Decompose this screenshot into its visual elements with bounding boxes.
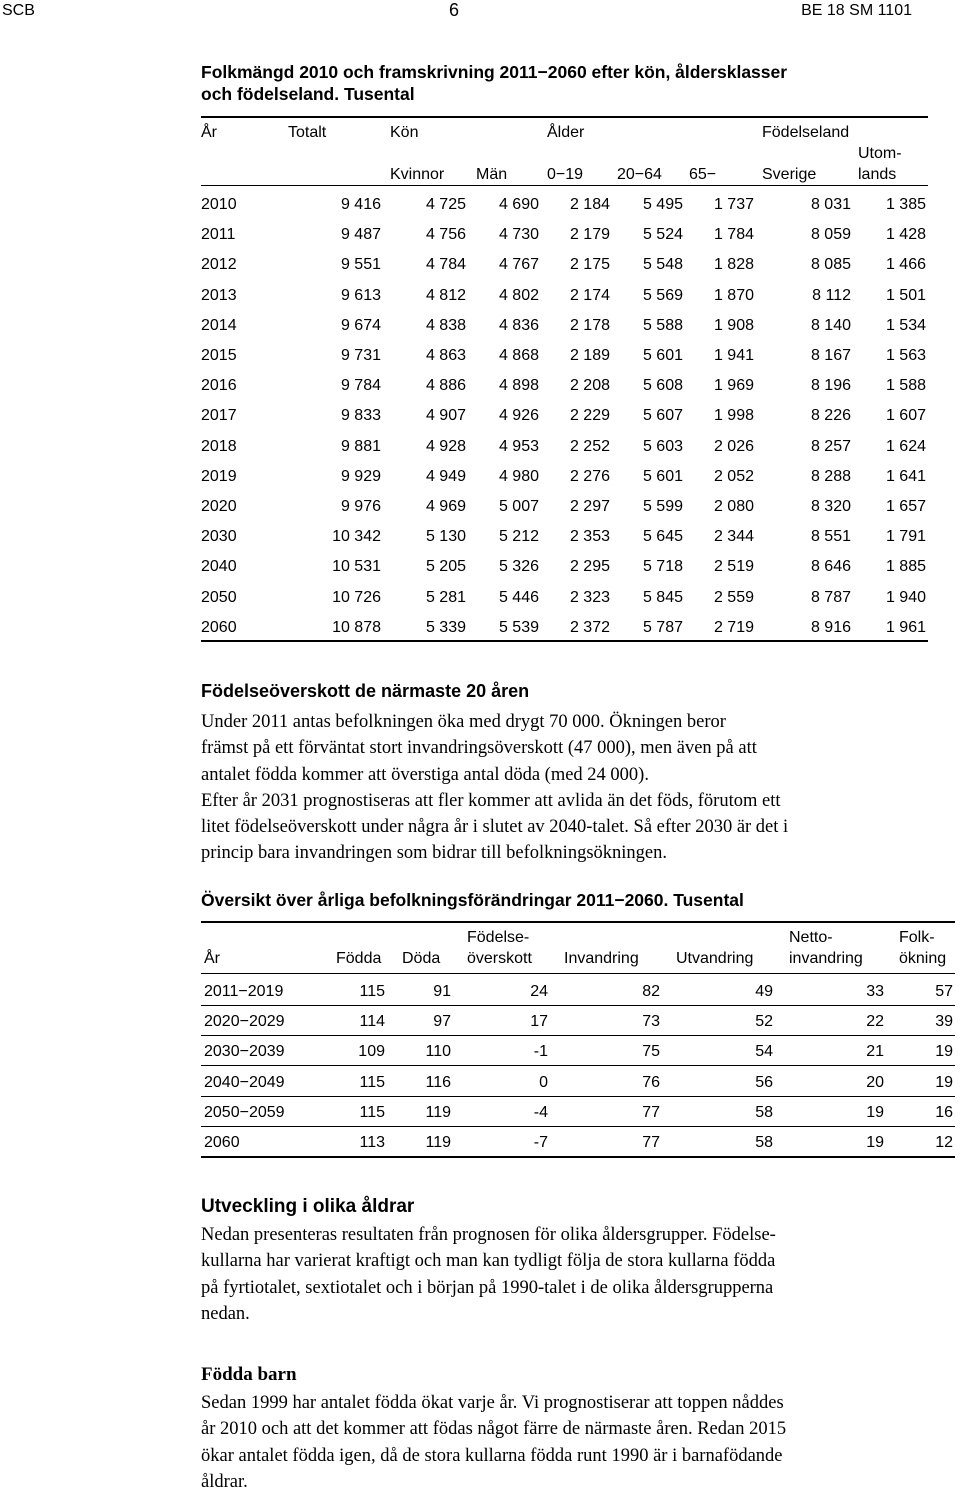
section3-paragraph — [201, 1390, 786, 1495]
table1-cell: 2 295 — [569, 558, 610, 576]
table2-cell: 52 — [755, 1013, 773, 1031]
table1-title-line2: och födelseland. Tusental — [201, 84, 415, 104]
table1-cell: 1 428 — [885, 226, 926, 244]
table1-cell: 9 976 — [340, 498, 381, 515]
table1-cell: 4 836 — [498, 316, 539, 334]
table1-cell: 5 787 — [642, 618, 683, 636]
table1-cell: 2 323 — [569, 588, 610, 606]
table1-cell: 5 569 — [642, 286, 683, 304]
table1-cell: 5 645 — [642, 528, 683, 546]
table1-cell: 2 178 — [569, 316, 610, 334]
table2-row-rule — [201, 1035, 955, 1036]
table1-cell: 8 787 — [810, 588, 851, 606]
table1-cell: 1 941 — [713, 347, 754, 364]
table1-cell: 2 052 — [713, 467, 754, 485]
table2-row-period: 2050−2059 — [204, 1103, 285, 1121]
table1-cell: 1 969 — [713, 377, 754, 395]
table1-cell: 9 731 — [340, 347, 381, 364]
table1-cell: 8 167 — [810, 347, 851, 364]
table2-cell: 12 — [935, 1134, 953, 1151]
table2-cell: 119 — [425, 1134, 451, 1151]
table1-cell: 5 007 — [498, 498, 539, 515]
table1-cell: 8 551 — [810, 528, 851, 546]
table2-cell: -7 — [533, 1134, 548, 1151]
table2-row-period: 2020−2029 — [204, 1013, 285, 1031]
table2-row-rule — [201, 1005, 955, 1006]
table2-cell: 91 — [433, 983, 451, 1000]
col-header-emigration: Utvandring — [676, 950, 754, 967]
section1-heading: Födelseöverskott de närmaste 20 åren — [201, 681, 530, 701]
table1-cell: 1 588 — [885, 377, 926, 395]
table1-cell: 5 326 — [498, 558, 539, 576]
table2-cell: 49 — [755, 983, 773, 1000]
section2-line: kullarna har varierat kraftigt och man kan tydligt följa de stora kullarna födda — [201, 1251, 776, 1272]
table1-row-year: 2014 — [201, 316, 237, 334]
table1-row-year: 2012 — [201, 256, 237, 274]
table1-row-year: 2015 — [201, 347, 237, 364]
col-header-births: Födda — [336, 950, 382, 967]
table1-cell: 2 189 — [569, 347, 610, 364]
table1-cell: 2 026 — [713, 437, 754, 455]
col-header-deaths: Döda — [402, 950, 441, 967]
table1-cell: 1 501 — [885, 286, 926, 304]
col-header-birthplace: Födelseland — [762, 124, 850, 141]
table2-cell: 109 — [358, 1043, 385, 1061]
table1-row-year: 2018 — [201, 437, 237, 455]
table1-cell: 8 320 — [810, 498, 851, 515]
table1-cell: 5 608 — [642, 377, 683, 395]
table1-cell: 5 524 — [642, 226, 683, 244]
table1-cell: 1 784 — [713, 226, 754, 244]
table2-cell: 77 — [642, 1103, 660, 1121]
table1-cell: 4 886 — [425, 377, 466, 395]
table2-row-period: 2011−2019 — [204, 983, 284, 1000]
table1-cell: 1 998 — [713, 407, 754, 425]
table1-cell: 1 624 — [885, 437, 926, 455]
table1-cell: 1 940 — [885, 588, 926, 606]
table1-row-year: 2019 — [201, 467, 237, 485]
section1-line: främst på ett förväntat stort invandringsöverskott (47 000), men även på att — [201, 738, 757, 759]
table2-cell: 75 — [642, 1043, 660, 1061]
table1-cell: 8 646 — [810, 558, 851, 576]
col-header-year: År — [201, 124, 217, 141]
table1-cell: 2 276 — [569, 467, 610, 485]
table2-cell: 19 — [866, 1134, 884, 1151]
table1-cell: 1 961 — [885, 618, 926, 636]
table2-cell: 115 — [359, 983, 385, 1000]
table1-cell: 1 737 — [713, 196, 754, 213]
table2-cell: 76 — [642, 1073, 660, 1091]
table2-cell: 113 — [359, 1134, 385, 1151]
table1-cell: 8 085 — [810, 256, 851, 274]
table1-cell: 8 196 — [810, 377, 851, 395]
table1-row-year: 2050 — [201, 588, 237, 606]
table1-cell: 2 174 — [569, 286, 610, 304]
table2-row-rule — [201, 1096, 955, 1097]
table1-cell: 1 641 — [885, 467, 926, 485]
table1-cell: 4 730 — [498, 226, 539, 244]
table2-top-rule — [201, 921, 955, 923]
table1-cell: 2 252 — [569, 437, 610, 455]
section1-line: litet födelseöverskott under några år i slutet av 2040-talet. Så efter 2030 är det i — [201, 817, 789, 838]
table1-row-year: 2016 — [201, 377, 237, 395]
table1-cell: 5 548 — [642, 256, 683, 274]
table2-cell: 57 — [935, 983, 953, 1000]
table1-cell: 8 140 — [810, 316, 851, 334]
table1-row-year: 2040 — [201, 558, 237, 576]
table1-cell: 2 229 — [569, 407, 610, 425]
table1-cell: 2 175 — [569, 256, 610, 274]
col-header-women: Kvinnor — [390, 166, 445, 183]
table1-cell: 4 907 — [425, 407, 466, 425]
col-header-period: År — [204, 950, 220, 967]
col-header-age-0-19: 0−19 — [547, 166, 584, 183]
table2-cell: 58 — [755, 1103, 773, 1121]
table1-cell: 4 898 — [498, 377, 539, 395]
table1-cell: 9 551 — [340, 256, 381, 274]
table1-cell: 4 725 — [425, 196, 466, 213]
section2-paragraph — [201, 1222, 776, 1327]
table2-cell: 110 — [425, 1043, 451, 1061]
section3-line: ökar antalet födda igen, då de stora kullarna födda runt 1990 är i barnafödande — [201, 1445, 783, 1466]
col-header-sweden: Sverige — [762, 166, 817, 183]
col-header-surplus-top: Födelse- — [467, 929, 530, 946]
table1-cell: 5 588 — [642, 316, 683, 334]
col-header-abroad-bottom: lands — [858, 166, 897, 183]
table1-cell: 1 791 — [885, 528, 926, 546]
table2-cell: 19 — [935, 1073, 953, 1091]
section3-line: Sedan 1999 har antalet födda ökat varje år. Vi prognostiserar att toppen nåddes — [201, 1393, 784, 1413]
table1-cell: 1 534 — [885, 316, 926, 334]
table1-cell: 5 212 — [498, 528, 539, 546]
table1-cell: 4 926 — [498, 407, 539, 425]
table1-cell: 1 828 — [713, 256, 754, 274]
col-header-surplus-bottom: överskott — [467, 950, 532, 967]
col-header-net-top: Netto- — [789, 929, 833, 946]
table1-cell: 2 559 — [713, 588, 754, 606]
table1-row-year: 2017 — [201, 407, 237, 425]
table1-cell: 4 953 — [498, 437, 539, 455]
section1-line: antalet födda kommer att överstiga antal döda (med 24 000). — [201, 764, 649, 785]
table1-cell: 8 031 — [810, 196, 851, 213]
table1-cell: 5 601 — [642, 347, 683, 364]
table1-cell: 5 607 — [642, 407, 683, 425]
table1-cell: 9 416 — [340, 196, 381, 213]
col-header-age-65: 65− — [689, 166, 717, 183]
table1-cell: 9 881 — [340, 437, 381, 455]
table1-cell: 5 539 — [498, 618, 539, 636]
table1-cell: 4 969 — [425, 498, 466, 515]
table1-cell: 5 339 — [425, 618, 466, 636]
table1-cell: 8 288 — [810, 467, 851, 485]
table2-cell: 19 — [935, 1043, 953, 1061]
col-header-growth-top: Folk- — [899, 929, 935, 946]
table2-cell: 0 — [539, 1073, 548, 1091]
table1-cell: 1 885 — [885, 558, 926, 576]
table1-cell: 4 928 — [425, 437, 466, 455]
table1-cell: 2 353 — [569, 528, 610, 546]
table1-cell: 9 784 — [340, 377, 381, 395]
table2-cell: 73 — [642, 1013, 660, 1031]
header-right: BE 18 SM 1101 — [801, 2, 912, 19]
table2-cell: -4 — [533, 1103, 548, 1121]
table1-row-year: 2020 — [201, 498, 237, 515]
table1-cell: 10 531 — [332, 558, 381, 576]
table1-cell: 8 059 — [810, 226, 851, 244]
table1-cell: 10 342 — [332, 528, 381, 546]
table1-cell: 8 112 — [812, 286, 851, 304]
table1-cell: 1 385 — [885, 196, 926, 213]
table2-cell: 114 — [359, 1013, 385, 1031]
table1-cell: 4 812 — [425, 286, 466, 304]
section2-heading: Utveckling i olika åldrar — [201, 1196, 415, 1217]
table1-cell: 5 603 — [642, 437, 683, 455]
table2-row-period: 2040−2049 — [204, 1073, 285, 1091]
table1-cell: 4 980 — [498, 467, 539, 485]
table1-cell: 4 756 — [425, 226, 466, 244]
table1-cell: 4 863 — [425, 347, 466, 364]
page-number: 6 — [449, 0, 460, 20]
table2-cell: 77 — [642, 1134, 660, 1151]
table2-row-rule — [201, 1065, 955, 1066]
table2-cell: 97 — [433, 1013, 451, 1031]
table1-cell: 2 719 — [713, 618, 754, 636]
col-header-growth-bottom: ökning — [899, 950, 947, 967]
table1-cell: 9 674 — [340, 316, 381, 334]
table2-bottom-rule — [201, 1156, 955, 1158]
table1-row-year: 2010 — [201, 196, 237, 213]
table2-cell: 119 — [425, 1103, 451, 1121]
table1-cell: 2 372 — [569, 618, 610, 636]
table1-cell: 2 080 — [713, 498, 754, 515]
table2-cell: 19 — [866, 1103, 884, 1121]
table1-cell: 10 726 — [332, 588, 381, 606]
section1-line: Efter år 2031 prognostiseras att fler kommer att avlida än det föds, förutom ett — [201, 790, 781, 811]
table1-cell: 4 868 — [498, 347, 539, 364]
table1-cell: 1 870 — [713, 286, 754, 304]
section2-line: Nedan presenteras resultaten från prognosen för olika åldersgrupper. Födelse- — [201, 1225, 776, 1245]
table1-row-year: 2030 — [201, 528, 237, 546]
table1-cell: 2 184 — [569, 196, 610, 213]
table2-cell: 56 — [755, 1073, 773, 1091]
table1-cell: 2 208 — [569, 377, 610, 395]
table1-cell: 9 487 — [340, 226, 381, 244]
table2-cell: 82 — [642, 983, 660, 1000]
table1-cell: 5 718 — [642, 558, 683, 576]
table2-row-period: 2030−2039 — [204, 1043, 285, 1061]
table1-cell: 1 466 — [885, 256, 926, 274]
table1-cell: 5 130 — [425, 528, 466, 546]
table1-cell: 8 257 — [810, 437, 851, 455]
table1-cell: 5 495 — [642, 196, 683, 213]
table1-cell: 4 690 — [498, 196, 539, 213]
table1-cell: 10 878 — [332, 618, 381, 636]
table2-header-rule — [201, 973, 955, 974]
table2-cell: 16 — [935, 1103, 953, 1121]
table1-cell: 5 599 — [642, 498, 683, 515]
section1-line: princip bara invandringen som bidrar till befolkningsökningen. — [201, 843, 667, 864]
table2-cell: 54 — [755, 1043, 773, 1061]
section2-line: på fyrtiotalet, sextiotalet och i början på 1990-talet i de olika åldersgrupperna — [201, 1277, 774, 1298]
table2-cell: 116 — [425, 1073, 451, 1091]
table1-cell: 4 802 — [498, 286, 539, 304]
table1-cell: 5 446 — [498, 588, 539, 606]
table1-row-year: 2013 — [201, 286, 237, 304]
table2-cell: 39 — [935, 1013, 953, 1031]
table1-cell: 8 226 — [810, 407, 851, 425]
table1-cell: 4 784 — [425, 256, 466, 274]
col-header-age: Ålder — [547, 124, 585, 141]
table1-cell: 4 767 — [498, 256, 539, 274]
col-header-abroad-top: Utom- — [858, 145, 902, 162]
table1-cell: 1 908 — [713, 316, 754, 334]
table1-cell: 5 601 — [642, 467, 683, 485]
table2-cell: 20 — [866, 1073, 884, 1091]
table1-cell: 9 833 — [340, 407, 381, 425]
section1-line: Under 2011 antas befolkningen öka med drygt 70 000. Ökningen beror — [201, 712, 726, 732]
table1-cell: 8 916 — [810, 618, 851, 636]
table2-cell: 115 — [359, 1103, 385, 1121]
table2-cell: 24 — [530, 983, 548, 1000]
col-header-sex: Kön — [390, 124, 419, 141]
table1-cell: 5 205 — [425, 558, 466, 576]
table1-cell: 2 519 — [713, 558, 754, 576]
table2-cell: 115 — [359, 1073, 385, 1091]
table2-cell: 33 — [866, 983, 884, 1000]
table1-cell: 2 344 — [713, 528, 754, 546]
table2-row-period: 2060 — [204, 1134, 240, 1151]
table1-cell: 9 929 — [340, 467, 381, 485]
table2-cell: 17 — [530, 1013, 548, 1031]
table2-cell: 21 — [866, 1043, 884, 1061]
table1-cell: 5 281 — [425, 588, 466, 606]
table1-cell: 1 607 — [885, 407, 926, 425]
table2-row-rule — [201, 1126, 955, 1127]
table1-row-year: 2060 — [201, 618, 237, 636]
table1-cell: 1 657 — [885, 498, 926, 515]
col-header-age-20-64: 20−64 — [617, 166, 662, 183]
header-left: SCB — [2, 2, 35, 19]
table1-cell: 1 563 — [885, 347, 926, 364]
table2-title: Översikt över årliga befolkningsförändringar 2011−2060. Tusental — [201, 890, 744, 910]
table2-cell: 22 — [866, 1013, 884, 1031]
col-header-men: Män — [476, 166, 508, 183]
section2-line: nedan. — [201, 1303, 250, 1324]
table1-cell: 2 297 — [569, 498, 610, 515]
section3-line: åldrar. — [201, 1471, 248, 1492]
table1-cell: 4 949 — [425, 467, 466, 485]
section3-heading: Födda barn — [201, 1364, 297, 1385]
table2-cell: -1 — [533, 1043, 548, 1061]
section3-line: år 2010 och att det kommer att födas något färre de närmaste åren. Redan 2015 — [201, 1419, 787, 1440]
col-header-net-bottom: invandring — [789, 950, 863, 967]
table1-cell: 5 845 — [642, 588, 683, 606]
table1-title-line1: Folkmängd 2010 och framskrivning 2011−2060 efter kön, åldersklasser — [201, 62, 788, 82]
table1-row-year: 2011 — [201, 226, 236, 244]
col-header-immigration: Invandring — [564, 950, 639, 967]
col-header-total: Totalt — [288, 124, 327, 141]
table1-cell: 9 613 — [340, 286, 381, 304]
table2-cell: 58 — [755, 1134, 773, 1151]
table1-cell: 2 179 — [569, 226, 610, 244]
table1-cell: 4 838 — [425, 316, 466, 334]
